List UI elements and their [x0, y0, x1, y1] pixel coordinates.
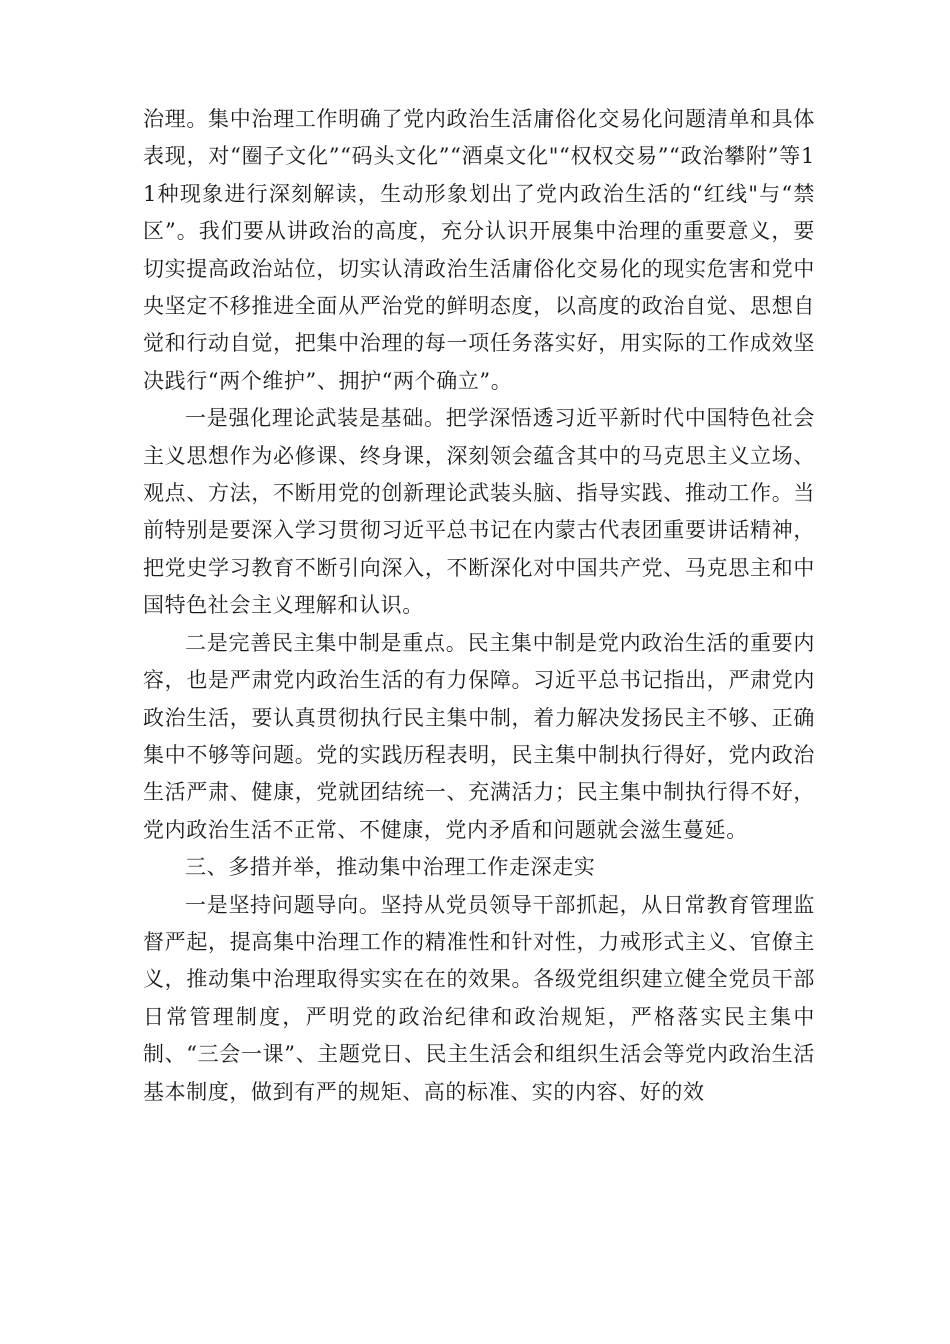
paragraph-2: 一是强化理论武装是基础。把学深悟透习近平新时代中国特色社会主义思想作为必修课、终身课，深刻领会蕴含其中的马克思主义立场、观点、方法，不断用党的创新理论武装头脑、指导实践、推动工作。当前特别是要深入学习贯彻习近平总书记在内蒙古代表团重要讲话精神，把党史学习教育不断引向深入，不断深化对中国共产党、马克思主和中国特色社会主义理解和认识。 [143, 406, 815, 618]
section-heading: 三、多措并举，推动集中治理工作走深走实 [185, 855, 596, 880]
paragraph-4: 一是坚持问题导向。坚持从党员领导干部抓起，从日常教育管理监督严起，提高集中治理工作的精准性和针对性，力戒形式主义、官僚主义，推动集中治理取得实实在在的效果。各级党组织建立健全党员干部日常管理制度，严明党的政治纪律和政治规矩，严格落实民主集中制、“三会一课”、主题党日、民主生活会和组织生活会等党内政治生活基本制度，做到有严的规矩、高的标准、实的内容、好的效 [143, 892, 815, 1104]
body-text [143, 101, 815, 1111]
paragraph-1: 治理。集中治理工作明确了党内政治生活庸俗化交易化问题清单和具体表现，对“圈子文化”“码头文化”“酒桌文化"“权权交易”“政治攀附”等11种现象进行深刻解读，生动形象划出了党内政治生活的“红线"与“禁区”。我们要从讲政治的高度，充分认识开展集中治理的重要意义，要切实提高政治站位，切实认清政治生活庸俗化交易化的现实危害和党中央坚定不移推进全面从严治党的鲜明态度，以高度的政治自觉、思想自觉和行动自觉，把集中治理的每一项任务落实好，用实际的工作成效坚决践行“两个维护”、拥护“两个确立”。 [143, 107, 815, 393]
paragraph-3: 二是完善民主集中制是重点。民主集中制是党内政治生活的重要内容，也是严肃党内政治生活的有力保障。习近平总书记指出，严肃党内政治生活，要认真贯彻执行民主集中制，着力解决发扬民主不够、正确集中不够等问题。党的实践历程表明，民主集中制执行得好，党内政治生活严肃、健康，党就团结统一、充满活力；民主集中制执行得不好，党内政治生活不正常、不健康，党内矛盾和问题就会滋生蔓延。 [143, 630, 815, 842]
